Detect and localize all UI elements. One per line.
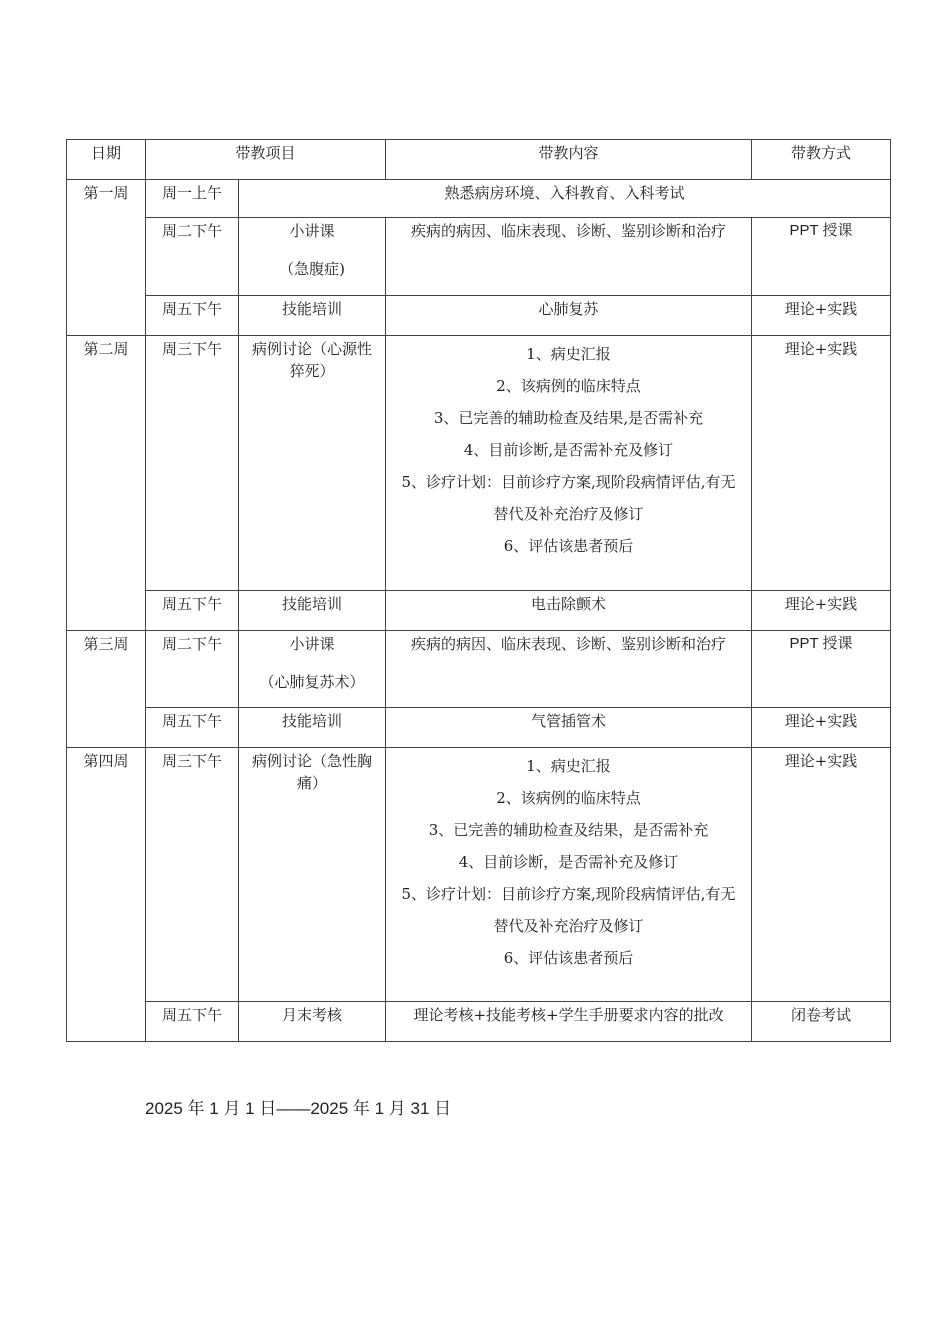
session-time: 周一上午: [146, 180, 239, 218]
session-item: 技能培训: [239, 591, 386, 631]
table-row: [67, 218, 891, 296]
session-method: PPT 授课: [752, 631, 891, 708]
session-time: 周二下午: [146, 218, 239, 296]
list-item: 3、已完善的辅助检查及结果,是否需补充: [433, 409, 704, 427]
case-discussion-list: [386, 336, 752, 591]
table-row: [67, 748, 891, 1002]
session-method: 理论+实践: [752, 748, 891, 1002]
list-item: 1、病史汇报: [526, 757, 611, 775]
session-method: 闭卷考试: [752, 1002, 891, 1042]
week-label: 第一周: [67, 180, 146, 336]
week-label: 第二周: [67, 336, 146, 631]
table-row: [67, 296, 891, 336]
session-item: 技能培训: [239, 708, 386, 748]
session-content: 疾病的病因、临床表现、诊断、鉴别诊断和治疗: [386, 631, 752, 708]
session-item-line: （急腹症): [279, 260, 345, 278]
week-label: 第三周: [67, 631, 146, 748]
header-content: 带教内容: [386, 140, 752, 180]
session-content: 气管插管术: [386, 708, 752, 748]
table-row: [67, 180, 891, 218]
session-content: 心肺复苏: [386, 296, 752, 336]
header-method: 带教方式: [752, 140, 891, 180]
week-label: 第四周: [67, 748, 146, 1042]
session-content: 疾病的病因、临床表现、诊断、鉴别诊断和治疗: [386, 218, 752, 296]
table-row: [67, 336, 891, 591]
list-item: 5、诊疗计划：目前诊疗方案,现阶段病情评估,有无替代及补充治疗及修订: [401, 473, 736, 523]
list-item: 3、已完善的辅助检查及结果，是否需补充: [428, 821, 709, 839]
list-item: 6、评估该患者预后: [503, 949, 634, 967]
session-content: 熟悉病房环境、入科教育、入科考试: [239, 180, 891, 218]
list-item: 1、病史汇报: [526, 345, 611, 363]
session-item-line: （心肺复苏术）: [259, 673, 365, 691]
session-time: 周二下午: [146, 631, 239, 708]
session-time: 周五下午: [146, 296, 239, 336]
session-content: 电击除颤术: [386, 591, 752, 631]
list-item: 4、目前诊断,是否需补充及修订: [463, 441, 674, 459]
session-method: 理论+实践: [752, 296, 891, 336]
session-item: 月末考核: [239, 1002, 386, 1042]
session-method: 理论+实践: [752, 708, 891, 748]
case-discussion-list: [386, 748, 752, 1002]
session-item-line: 小讲课: [289, 222, 335, 240]
session-item: 病例讨论（急性胸痛）: [239, 748, 386, 1002]
session-time: 周三下午: [146, 748, 239, 1002]
header-date: 日期: [67, 140, 146, 180]
session-method: 理论+实践: [752, 336, 891, 591]
header-row: [67, 140, 891, 180]
table-row: [67, 591, 891, 631]
table-row: [67, 631, 891, 708]
table-row: [67, 708, 891, 748]
session-item-line: 小讲课: [289, 635, 335, 653]
table-row: [67, 1002, 891, 1042]
session-time: 周五下午: [146, 1002, 239, 1042]
session-time: 周五下午: [146, 591, 239, 631]
session-method: PPT 授课: [752, 218, 891, 296]
date-range: 2025 年 1 月 1 日——2025 年 1 月 31 日: [145, 1099, 452, 1118]
session-item: [239, 218, 386, 296]
session-content: 理论考核+技能考核+学生手册要求内容的批改: [386, 1002, 752, 1042]
list-item: 5、诊疗计划：目前诊疗方案,现阶段病情评估,有无替代及补充治疗及修订: [401, 885, 736, 935]
session-method: 理论+实践: [752, 591, 891, 631]
session-time: 周三下午: [146, 336, 239, 591]
session-item: 病例讨论（心源性猝死）: [239, 336, 386, 591]
session-item: [239, 631, 386, 708]
header-item: 带教项目: [146, 140, 386, 180]
list-item: 4、目前诊断，是否需补充及修订: [458, 853, 679, 871]
list-item: 2、该病例的临床特点: [496, 789, 641, 807]
teaching-schedule-table: [66, 139, 891, 1042]
list-item: 2、该病例的临床特点: [496, 377, 641, 395]
list-item: 6、评估该患者预后: [503, 537, 634, 555]
session-time: 周五下午: [146, 708, 239, 748]
session-item: 技能培训: [239, 296, 386, 336]
